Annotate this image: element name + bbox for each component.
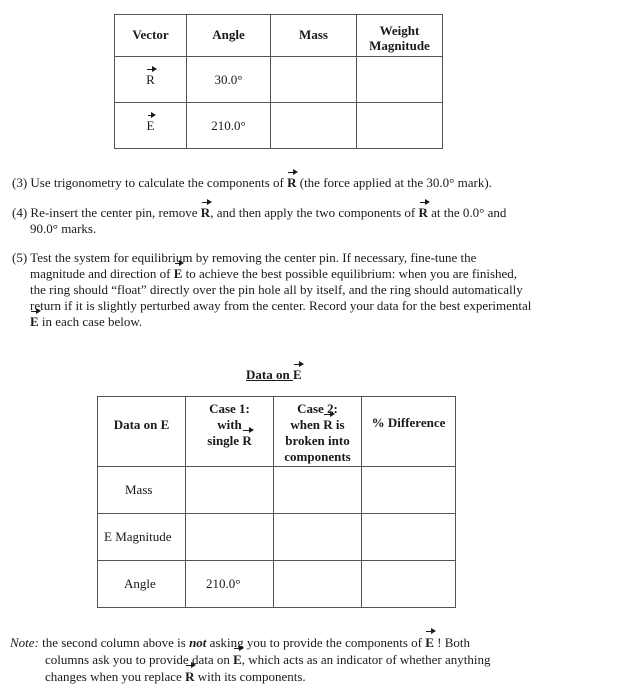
data-on-e-table: [97, 396, 456, 608]
header-vector: Vector: [115, 15, 187, 57]
case1-cell: [186, 467, 274, 514]
note: Note: the second column above is not asking you to provide the components of E ! Both columns ask you to provide data on E, which acts as an indicator of whether anything changes when you replace R with its components.: [10, 635, 491, 684]
case2-cell: [274, 514, 362, 561]
header-data-on-e: Data on E: [98, 397, 186, 467]
diff-cell: [362, 514, 456, 561]
table-row: [115, 57, 443, 103]
header-weight-magnitude: Weight Magnitude: [357, 15, 443, 57]
instruction-5: (5) Test the system for equilibrium by removing the center pin. If necessary, fine-tune the magnitude and direction of E to achieve the best possible equilibrium: when you are finished, the ring should “float” directly over the pin hole all by itself, and the ring should automatically return if it is slightly perturbed away from the center. Record your data for the best experimental E in each case below.: [12, 250, 532, 329]
mass-cell: [271, 103, 357, 149]
case1-cell: 210.0°: [186, 561, 274, 608]
header-percent-difference: % Difference: [362, 397, 456, 467]
vector-cell: E: [115, 103, 187, 149]
case1-cell: [186, 514, 274, 561]
table-row: [98, 514, 456, 561]
instruction-4: (4) Re-insert the center pin, remove R, and then apply the two components of R at the 0.0° and 90.0° marks.: [12, 205, 507, 236]
row-label-angle: Angle: [98, 561, 186, 608]
instruction-3: (3) Use trigonometry to calculate the components of R (the force applied at the 30.0° mark).: [12, 175, 492, 190]
table-row: [98, 561, 456, 608]
data-on-e-title: Data on E: [246, 367, 302, 382]
vector-cell: R: [115, 57, 187, 103]
header-case-2: Case 2: when R is broken into components: [274, 397, 362, 467]
weight-cell: [357, 57, 443, 103]
header-mass: Mass: [271, 15, 357, 57]
case2-cell: [274, 467, 362, 514]
mass-cell: [271, 57, 357, 103]
weight-cell: [357, 103, 443, 149]
table-row: [115, 103, 443, 149]
vector-table: [114, 14, 443, 149]
row-label-mass: Mass: [98, 467, 186, 514]
case2-cell: [274, 561, 362, 608]
angle-cell: 210.0°: [187, 103, 271, 149]
diff-cell: [362, 561, 456, 608]
table-row: [98, 467, 456, 514]
diff-cell: [362, 467, 456, 514]
row-label-e-magnitude: E Magnitude: [98, 514, 186, 561]
header-angle: Angle: [187, 15, 271, 57]
header-case-1: Case 1: with single R: [186, 397, 274, 467]
angle-cell: 30.0°: [187, 57, 271, 103]
